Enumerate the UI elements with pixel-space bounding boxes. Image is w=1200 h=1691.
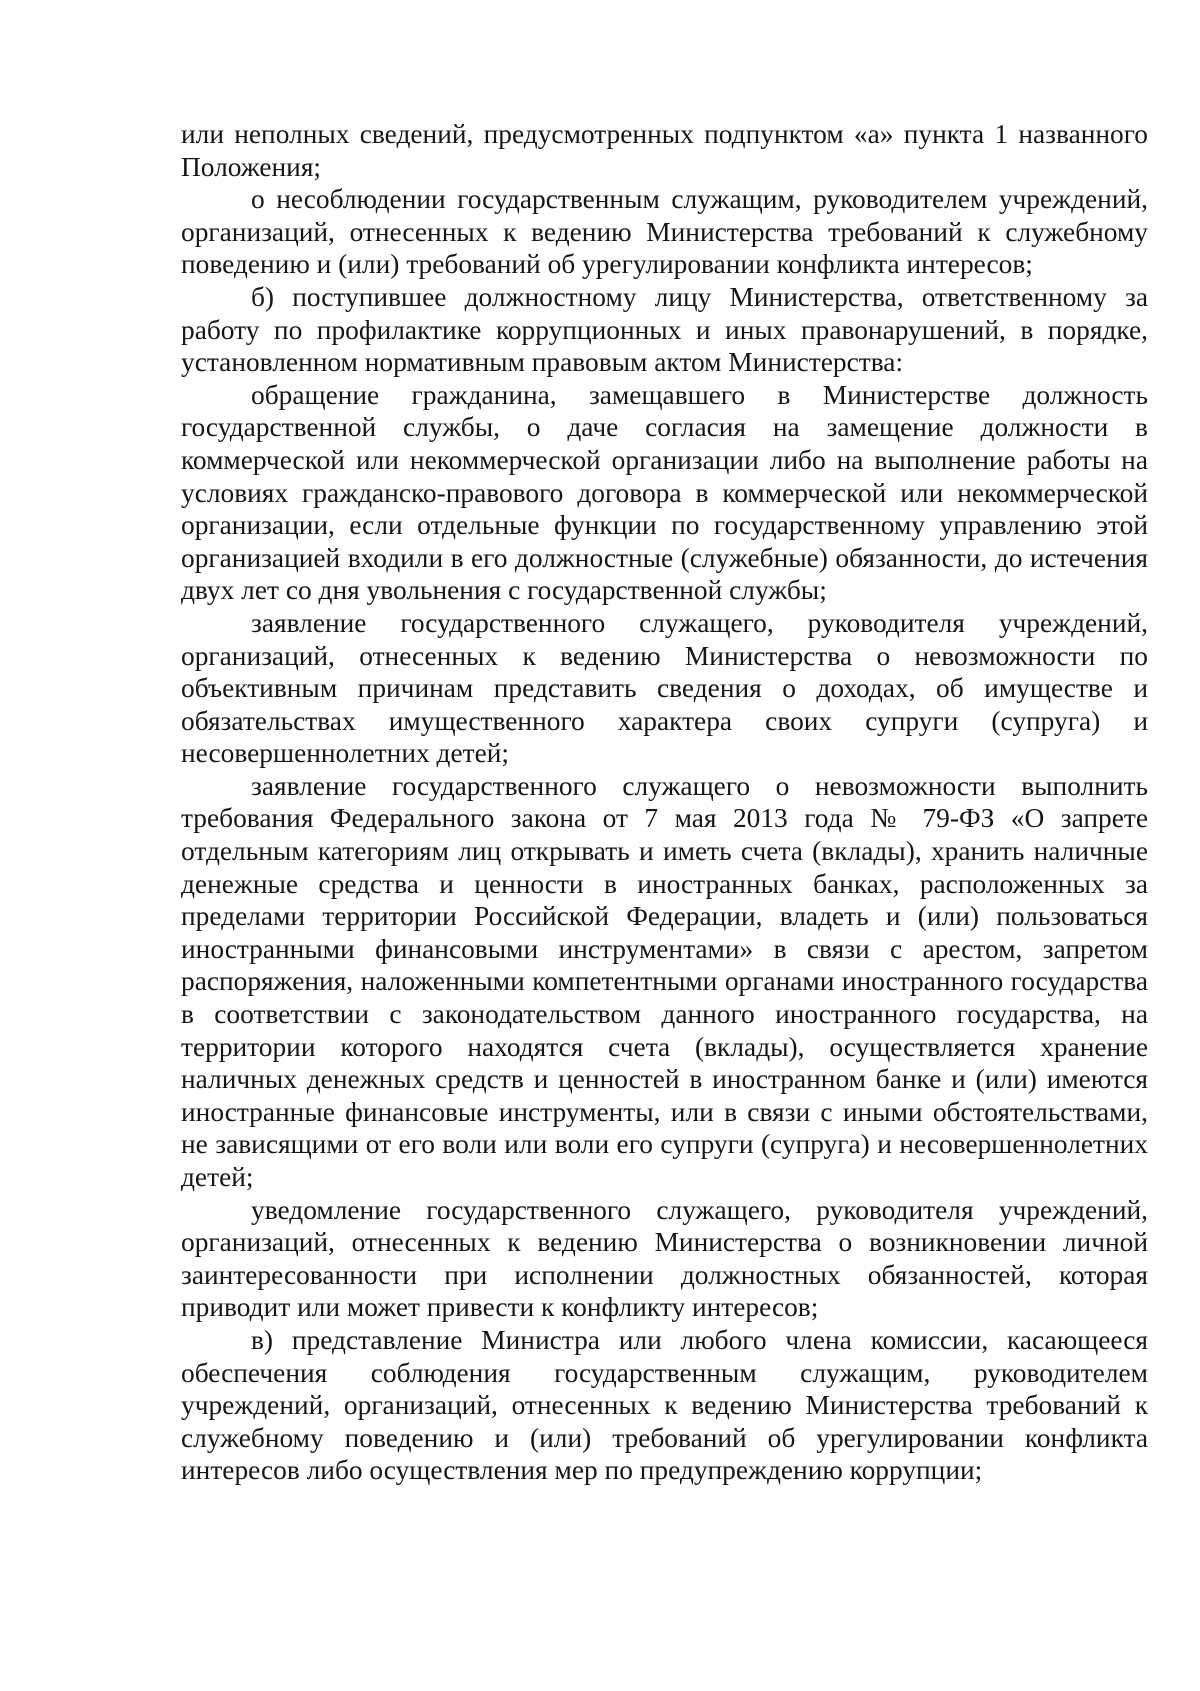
- paragraph-foreign-accounts: заявление государственного служащего о невозможности выполнить требования Федерального закона от 7 мая 2013 года № 79-ФЗ «О запрете отдельным категориям лиц открывать и иметь счета (вклады), хранить наличные денежные средства и ценности в иностранных банках, расположенных за пределами территории Российской Федерации, владеть и (или) пользоваться иностранными финансовыми инструментами» в связи с арестом, запретом распоряжения, наложенными компетентными органами иностранного государства в соответствии с законодательством данного иностранного государства, на территории которого находятся счета (вклады), осуществляется хранение наличных денежных средств и ценностей в иностранном банке и (или) имеются иностранные финансовые инструменты, или в связи с иными обстоятельствами, не зависящими от его воли или воли его супруги (супруга) и несовершеннолетних детей;: [181, 770, 1148, 1192]
- paragraph-item-b: б) поступившее должностному лицу Министерства, ответственному за работу по профилактике коррупционных и иных правонарушений, в порядке, установленном нормативным правовым актом Министерства:: [181, 281, 1148, 378]
- paragraph-item-v: в) представление Министра или любого члена комиссии, касающееся обеспечения соблюдения государственным служащим, руководителем учреждений, организаций, отнесенных к ведению Министерства требований к служебному поведению и (или) требований об урегулировании конфликта интересов либо осуществления мер по предупреждению коррупции;: [181, 1324, 1148, 1486]
- paragraph-citizen-appeal: обращение гражданина, замещавшего в Министерстве должность государственной службы, о даче согласия на замещение должности в коммерческой или некоммерческой организации либо на выполнение работы на условиях гражданско-правового договора в коммерческой или некоммерческой организации, если отдельные функции по государственному управлению этой организацией входили в его должностные (служебные) обязанности, до истечения двух лет со дня увольнения с государственной службы;: [181, 379, 1148, 606]
- paragraph-conflict-notice: уведомление государственного служащего, руководителя учреждений, организаций, отнесенных к ведению Министерства о возникновении личной заинтересованности при исполнении должностных обязанностей, которая приводит или может привести к конфликту интересов;: [181, 1194, 1148, 1323]
- paragraph-income-statement: заявление государственного служащего, руководителя учреждений, организаций, отнесенных к ведению Министерства о невозможности по объективным причинам представить сведения о доходах, об имуществе и обязательствах имущественного характера своих супруги (супруга) и несовершеннолетних детей;: [181, 607, 1148, 769]
- paragraph-continuation: или неполных сведений, предусмотренных подпунктом «а» пункта 1 названного Положения;: [181, 119, 1148, 182]
- document-body: [181, 118, 1148, 1487]
- paragraph-nonobservance: о несоблюдении государственным служащим, руководителем учреждений, организаций, отнесенных к ведению Министерства требований к служебному поведению и (или) требований об урегулировании конфликта интересов;: [181, 184, 1148, 280]
